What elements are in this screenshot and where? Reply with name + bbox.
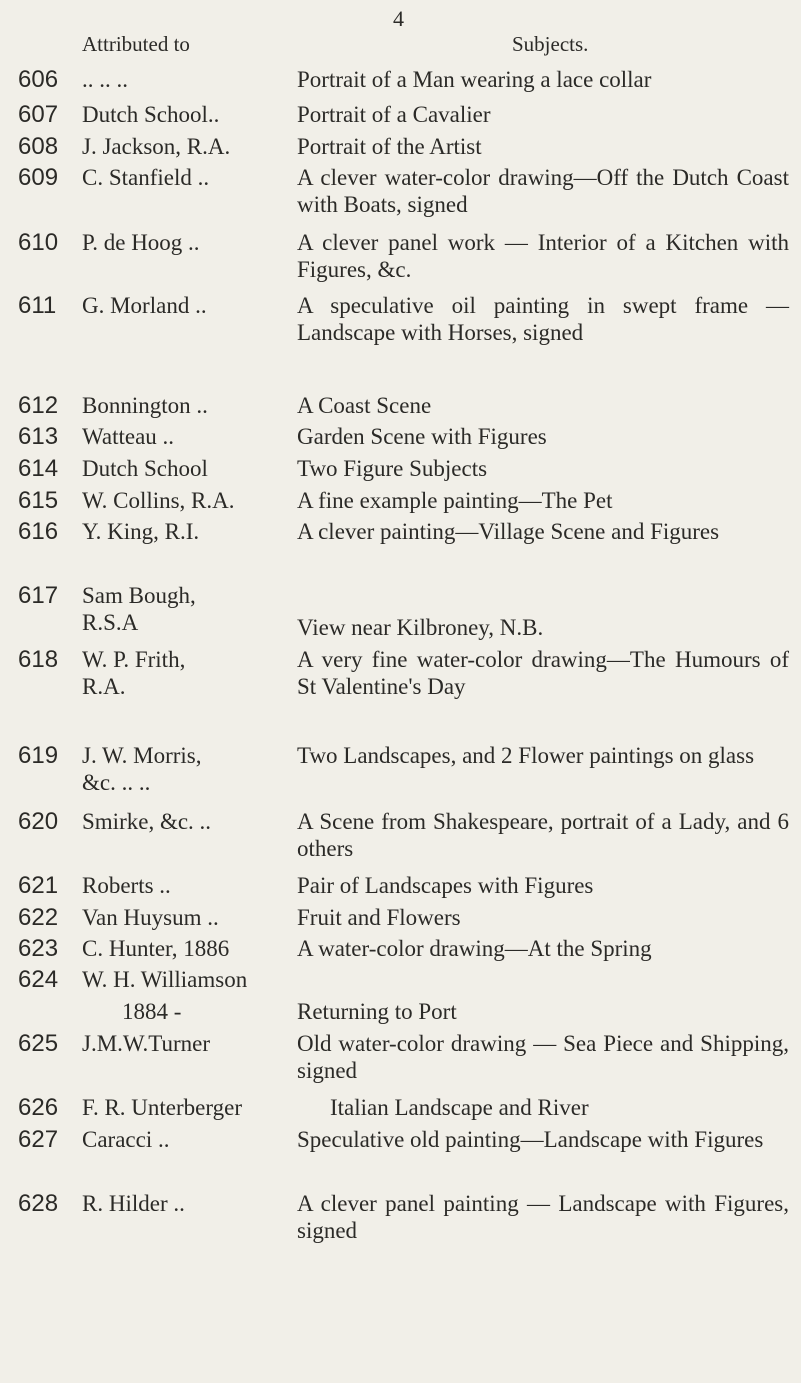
lot-subject: Returning to Port: [297, 999, 457, 1024]
lot-artist: Sam Bough, R.S.A: [82, 583, 196, 635]
lot-artist: J. W. Morris, &c. .. ..: [82, 743, 202, 795]
lot-artist: C. Hunter, 1886: [82, 936, 230, 961]
lot-artist: 1884 -: [122, 999, 182, 1024]
lot-subject: Portrait of the Artist: [297, 134, 482, 159]
lot-subject: A Coast Scene: [297, 393, 432, 418]
lot-number: 623: [18, 935, 59, 962]
lot-number: 607: [18, 101, 59, 128]
lot-subject: A clever panel painting — Landscape with Figures, signed: [297, 1191, 789, 1243]
lot-subject: A speculative oil painting in swept frame — Landscape with Horses, signed: [297, 293, 789, 345]
lot-artist: P. de Hoog ..: [82, 230, 200, 255]
lot-artist: F. R. Unterberger: [82, 1095, 242, 1120]
lot-subject: A clever water-color drawing—Off the Dutch Coast with Boats, signed: [297, 165, 789, 217]
lot-number: 626: [18, 1094, 59, 1121]
lot-number: 628: [18, 1190, 59, 1217]
lot-subject: A clever painting—Village Scene and Figures: [297, 519, 720, 544]
lot-artist: Bonnington ..: [82, 393, 208, 418]
lot-artist: Caracci ..: [82, 1127, 170, 1152]
lot-number: 609: [18, 164, 59, 191]
lot-artist: W. H. Williamson: [82, 967, 248, 992]
lot-number: 617: [18, 582, 59, 609]
lot-artist: Watteau ..: [82, 424, 175, 449]
lot-number: 627: [18, 1126, 59, 1153]
lot-subject: Two Landscapes, and 2 Flower paintings on glass: [297, 743, 755, 768]
lot-artist: W. P. Frith, R.A.: [82, 647, 186, 699]
lot-artist: Dutch School..: [82, 102, 220, 127]
lot-artist: Van Huysum ..: [82, 905, 219, 930]
lot-subject: Portrait of a Cavalier: [297, 102, 491, 127]
lot-number: 615: [18, 487, 59, 514]
lot-number: 614: [18, 455, 59, 482]
lot-number: 611: [18, 292, 57, 319]
lot-artist: J.M.W.Turner: [82, 1031, 211, 1056]
lot-subject: Two Figure Subjects: [297, 456, 488, 481]
lot-number: 616: [18, 518, 59, 545]
lot-number: 619: [18, 742, 59, 769]
lot-artist: C. Stanfield ..: [82, 165, 210, 190]
lot-subject: Portrait of a Man wearing a lace collar: [297, 67, 652, 92]
lot-artist: Roberts ..: [82, 873, 171, 898]
lot-subject: Fruit and Flowers: [297, 905, 461, 930]
lot-number: 618: [18, 646, 59, 673]
lot-number: 612: [18, 392, 59, 419]
lot-number: 610: [18, 229, 59, 256]
lot-artist: R. Hilder ..: [82, 1191, 185, 1216]
lot-subject: Speculative old painting—Landscape with Figures: [297, 1127, 764, 1152]
lot-subject: A clever panel work — Interior of a Kitchen with Figures, &c.: [297, 230, 789, 282]
lot-subject: Pair of Landscapes with Figures: [297, 873, 594, 898]
lot-artist: G. Morland ..: [82, 293, 207, 318]
page-number: 4: [393, 6, 404, 31]
lot-artist: Dutch School: [82, 456, 208, 481]
lot-subject: A very fine water-color drawing—The Humours of St Valentine's Day: [297, 647, 789, 699]
lot-subject: Italian Landscape and River: [330, 1095, 589, 1120]
lot-number: 606: [18, 66, 59, 93]
lot-number: 625: [18, 1030, 59, 1057]
lot-artist: W. Collins, R.A.: [82, 488, 235, 513]
attributed-to-heading: Attributed to: [82, 32, 190, 56]
lot-subject: A Scene from Shakespeare, portrait of a Lady, and 6 others: [297, 809, 789, 861]
lot-subject: Old water-color drawing — Sea Piece and Shipping, signed: [297, 1031, 789, 1083]
lot-number: 620: [18, 808, 59, 835]
lot-number: 608: [18, 133, 59, 160]
lot-artist: Y. King, R.I.: [82, 519, 200, 544]
lot-subject: View near Kilbroney, N.B.: [297, 615, 544, 640]
lot-artist: .. .. ..: [82, 67, 128, 92]
lot-artist: Smirke, &c. ..: [82, 809, 212, 834]
lot-number: 613: [18, 423, 59, 450]
lot-subject: A water-color drawing—At the Spring: [297, 936, 652, 961]
lot-number: 624: [18, 966, 59, 993]
lot-number: 622: [18, 904, 59, 931]
subjects-heading: Subjects.: [512, 32, 589, 56]
lot-number: 621: [18, 872, 59, 899]
lot-subject: Garden Scene with Figures: [297, 424, 547, 449]
lot-artist: J. Jackson, R.A.: [82, 134, 231, 159]
lot-subject: A fine example painting—The Pet: [297, 488, 613, 513]
